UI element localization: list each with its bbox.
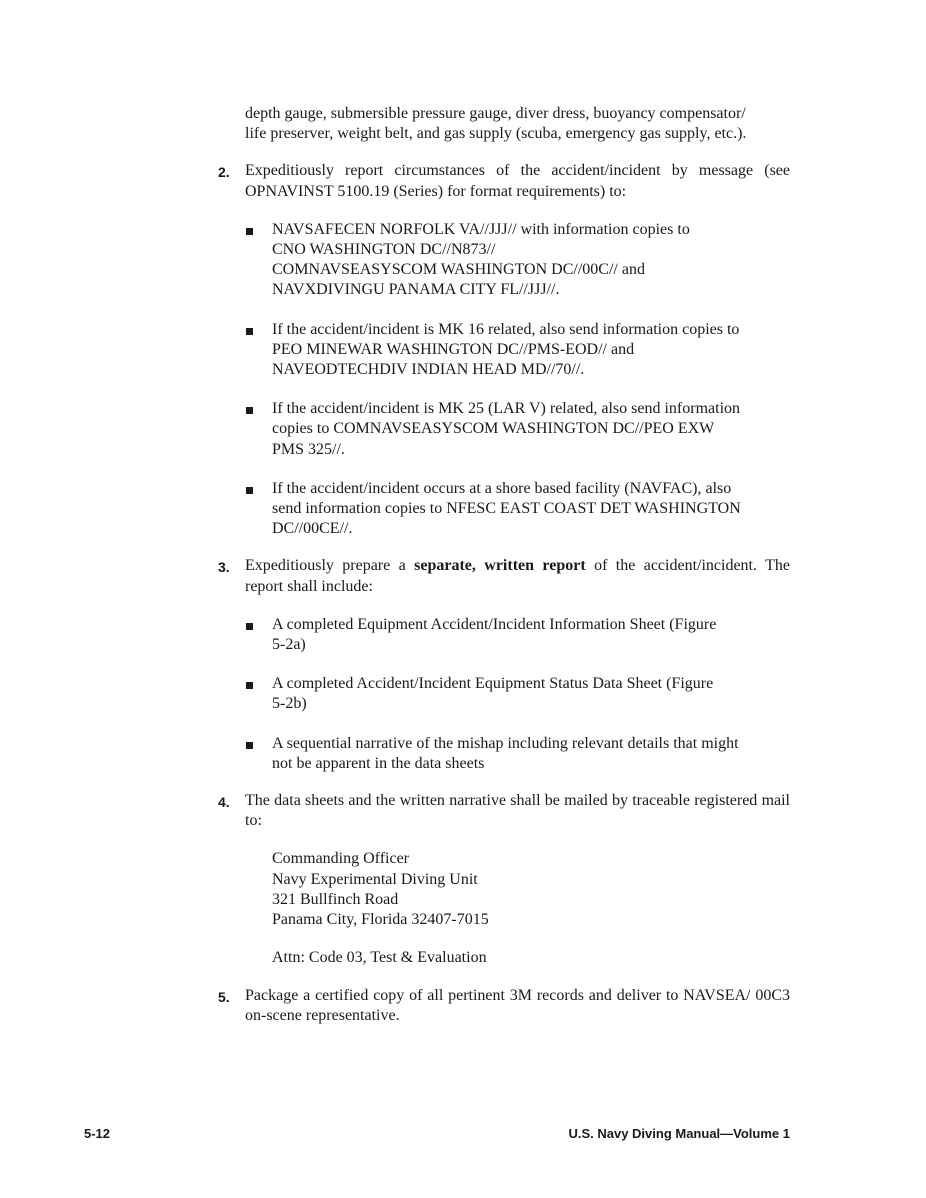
numbered-item-3 (218, 556, 790, 774)
address-line: 321 Bullfinch Road (272, 890, 399, 908)
bullet-line: CNO WASHINGTON DC//N873// (272, 241, 496, 259)
numbered-item-4 (218, 791, 790, 968)
item-number: 2. (218, 164, 230, 181)
page-number: 5-12 (84, 1126, 111, 1141)
bullet-line: NAVXDIVINGU PANAMA CITY FL//JJJ//. (272, 281, 560, 299)
bullet-line: copies to COMNAVSEASYSCOM WASHINGTON DC//PEO EXW (272, 420, 715, 438)
item-number: 5. (218, 988, 230, 1005)
numbered-item-2 (218, 161, 790, 539)
bullet-item (245, 320, 790, 381)
bullet-line: If the accident/incident occurs at a shore based facility (NAVFAC), also (272, 479, 732, 497)
item-number: 4. (218, 794, 230, 811)
bullet-line: A completed Equipment Accident/Incident Information Sheet (Figure (272, 615, 717, 633)
item-number: 3. (218, 559, 230, 576)
item-text: The data sheets and the written narrative shall be mailed by traceable registered mail to: (245, 792, 790, 830)
bullet-item (245, 734, 790, 774)
bullet-item (245, 479, 790, 540)
bullet-line: If the accident/incident is MK 16 related, also send information copies to (272, 320, 740, 338)
intro-line: life preserver, weight belt, and gas supply (scuba, emergency gas supply, etc.). (245, 125, 747, 143)
bullet-square-icon (246, 407, 253, 414)
bullet-line: PEO MINEWAR WASHINGTON DC//PMS-EOD// and (272, 340, 635, 358)
bullet-square-icon (246, 623, 253, 630)
numbered-item-5 (218, 986, 790, 1026)
bullet-line: If the accident/incident is MK 25 (LAR V) related, also send information (272, 400, 741, 418)
bullet-line: NAVSAFECEN NORFOLK VA//JJJ// with information copies to (272, 220, 690, 238)
bullet-line: PMS 325//. (272, 440, 345, 458)
bullet-item (245, 674, 790, 714)
page-body (218, 104, 790, 1026)
bullet-square-icon (246, 742, 253, 749)
bullet-line: NAVEODTECHDIV INDIAN HEAD MD//70//. (272, 361, 585, 379)
bullet-item (245, 399, 790, 460)
item-text: Package a certified copy of all pertinent 3M records and deliver to NAVSEA/ 00C3 on-scene representative. (245, 986, 790, 1024)
bullet-line: not be apparent in the data sheets (272, 754, 485, 772)
address-line: Panama City, Florida 32407-7015 (272, 911, 489, 929)
intro-line: depth gauge, submersible pressure gauge, diver dress, buoyancy compensator/ (245, 105, 746, 122)
bullet-item (245, 220, 790, 301)
bullet-line: 5-2b) (272, 695, 307, 713)
address-line: Navy Experimental Diving Unit (272, 870, 478, 888)
item-text-end: of the accident/incident. The report shall include: (245, 557, 790, 595)
address-attn: Attn: Code 03, Test & Evaluation (272, 949, 487, 967)
bullet-line: send information copies to NFESC EAST COAST DET WASHINGTON (272, 500, 741, 518)
bullet-line: DC//00CE//. (272, 520, 353, 538)
bullet-list (245, 615, 790, 774)
bullet-list (245, 220, 790, 540)
item-text (245, 556, 790, 596)
bullet-square-icon (246, 682, 253, 689)
bullet-square-icon (246, 228, 253, 235)
item-text-emphasis: separate, written report (414, 557, 586, 575)
book-title: U.S. Navy Diving Manual—Volume 1 (568, 1126, 790, 1141)
bullet-line: COMNAVSEASYSCOM WASHINGTON DC//00C// and (272, 261, 645, 279)
address-line: Commanding Officer (272, 850, 410, 868)
intro-paragraph (245, 104, 790, 144)
bullet-line: 5-2a) (272, 636, 306, 654)
bullet-square-icon (246, 328, 253, 335)
item-text: Expeditiously report circumstances of the accident/incident by message (see OPNAVINST 5100.19 (Series) for format requirements) to: (245, 162, 790, 200)
bullet-item (245, 615, 790, 655)
bullet-square-icon (246, 487, 253, 494)
item-text-start: Expeditiously prepare a (245, 557, 415, 575)
bullet-line: A completed Accident/Incident Equipment Status Data Sheet (Figure (272, 675, 714, 693)
mailing-address (272, 849, 790, 968)
bullet-line: A sequential narrative of the mishap including relevant details that might (272, 734, 739, 752)
